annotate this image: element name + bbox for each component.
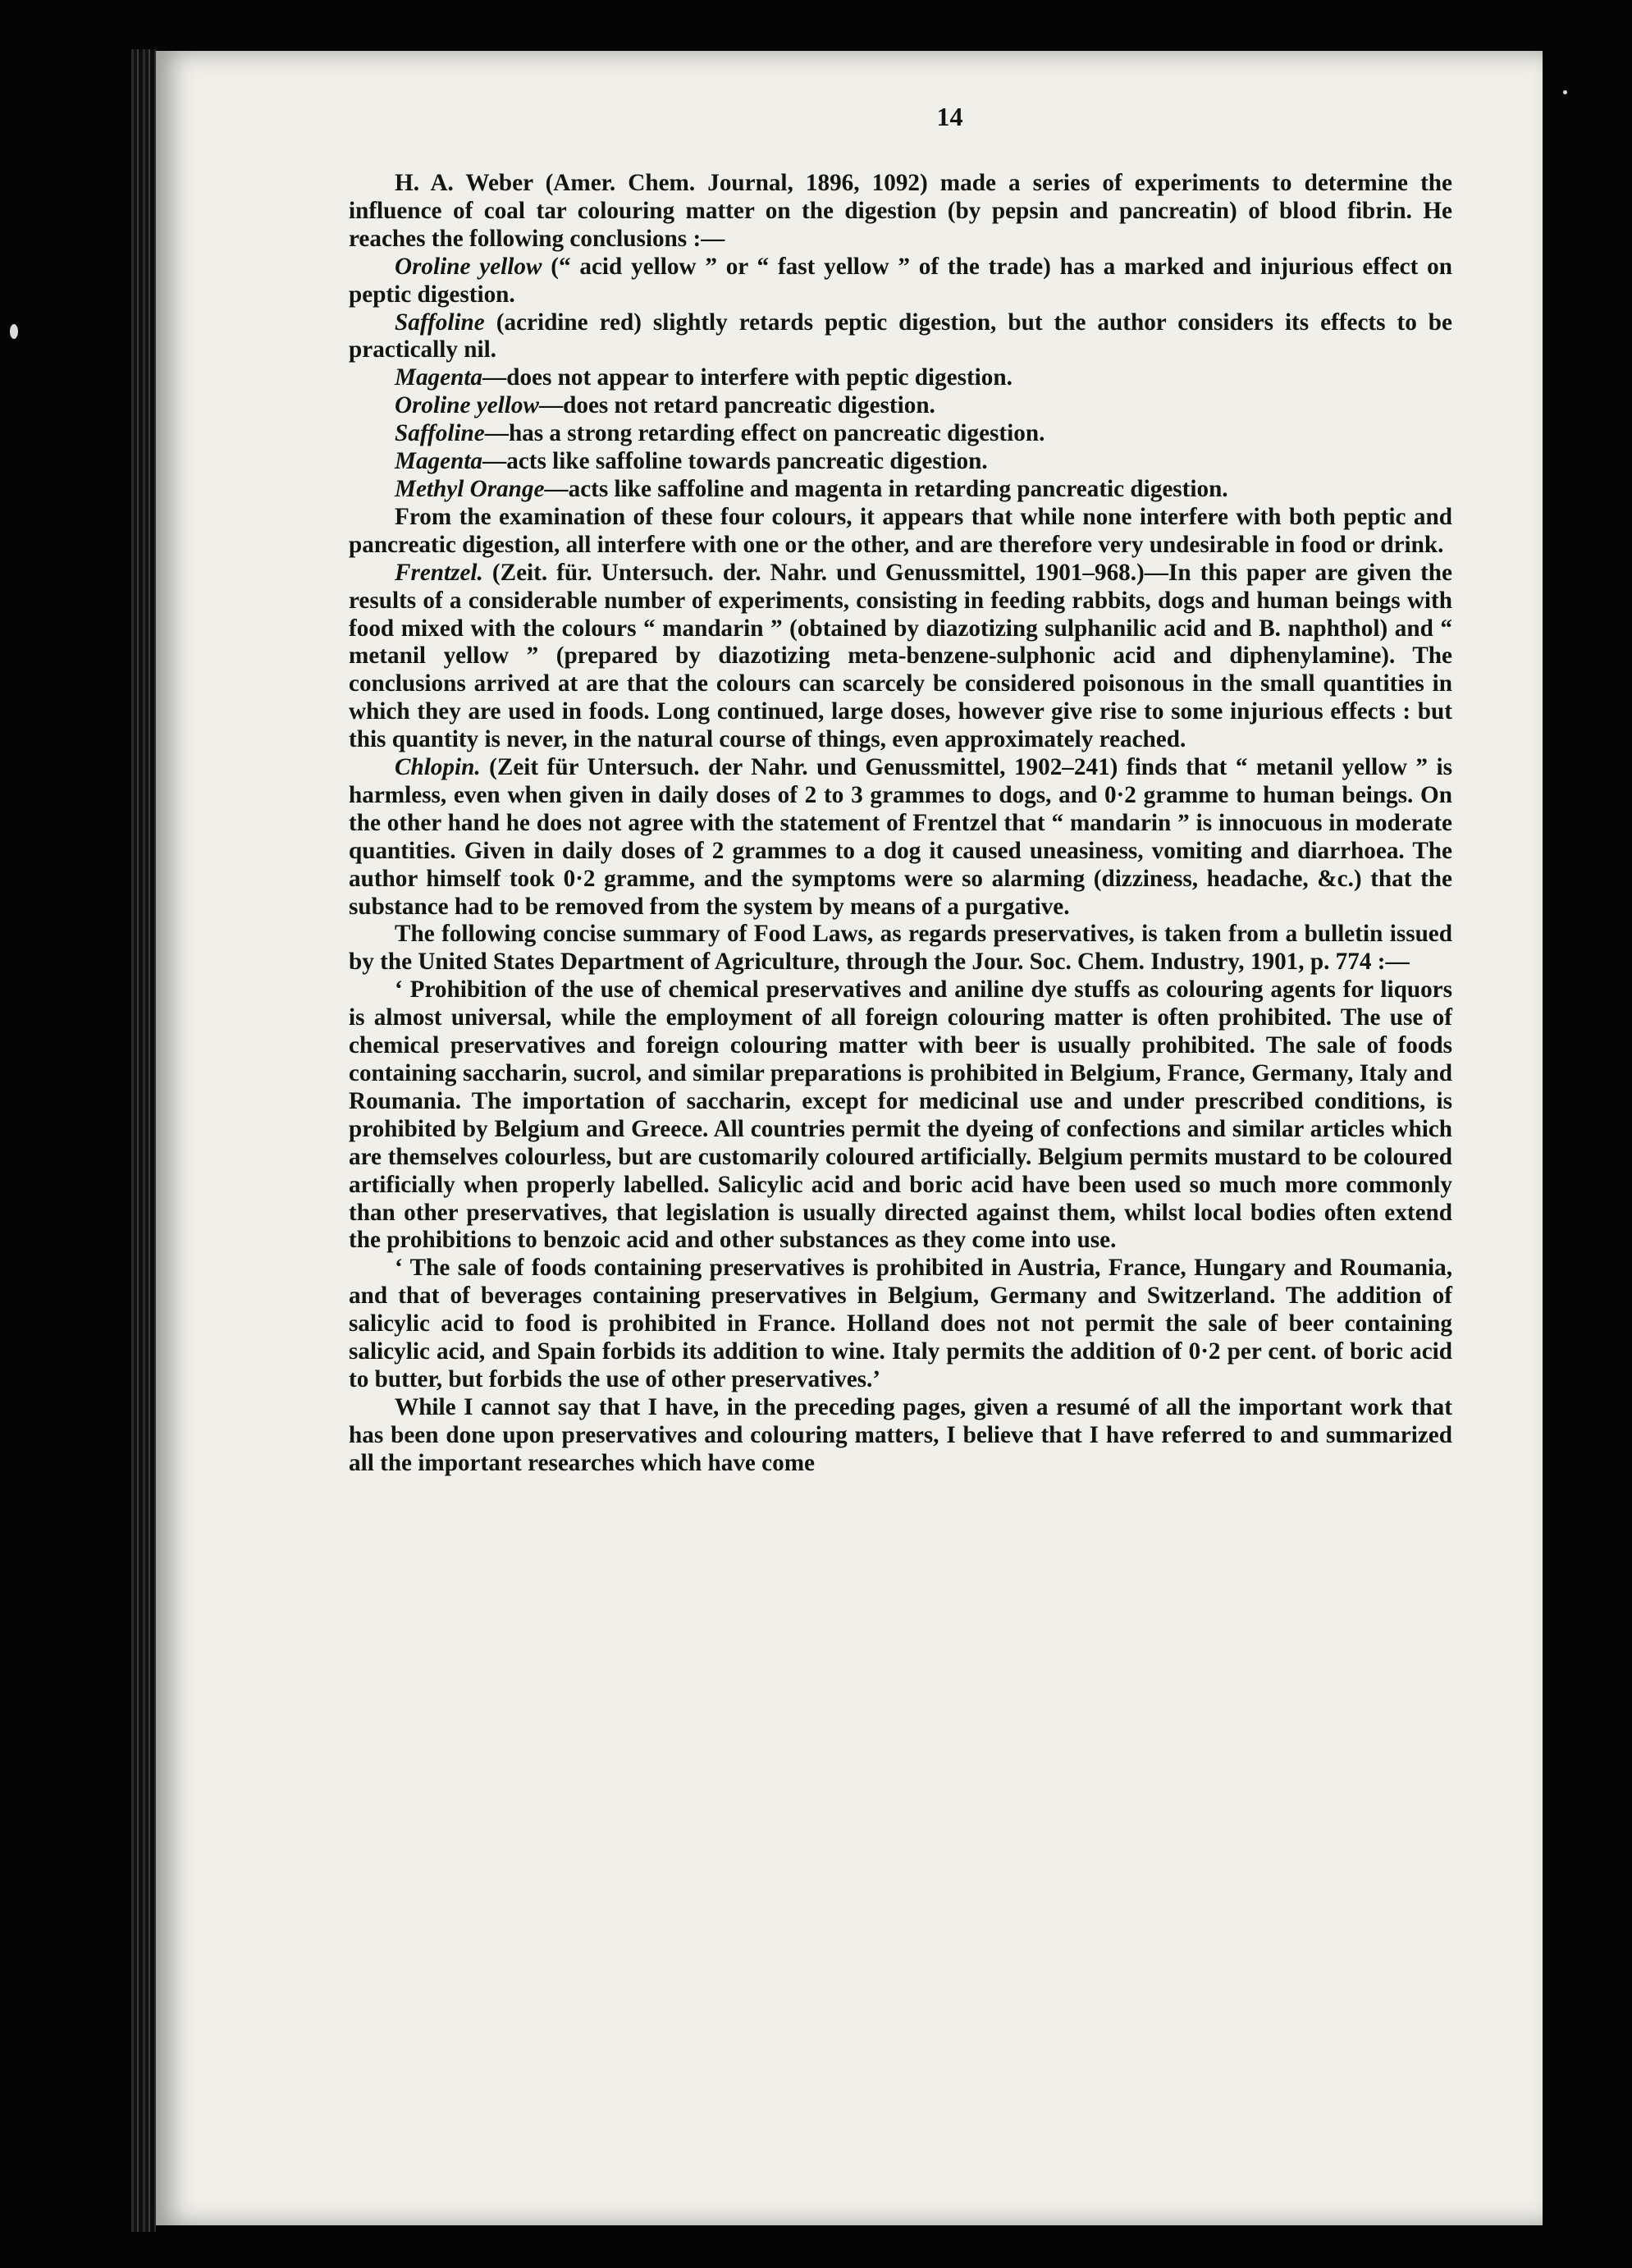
paragraph: Oroline yellow—does not retard pancreatic digestion. <box>395 392 935 419</box>
scan-speck <box>10 324 18 339</box>
page-text <box>349 100 1452 1478</box>
paragraph: Saffoline (acridine red) slightly retards peptic digestion, but the author considers its effects to be practically nil. <box>349 309 1452 364</box>
paragraph: Chlopin. (Zeit für Untersuch. der Nahr. und Genussmittel, 1902–241) finds that “ metanil yellow ” is harmless, even when given in daily doses of 2 to 3 grammes to dogs, and 0·2 gramme to human beings. On the other hand he does not agree with the statement of Frentzel that “ mandarin ” is innocuous in moderate quantities. Given in daily doses of 2 grammes to a dog it caused uneasiness, vomiting and diarrhoea. The author himself took 0·2 gramme, and the symptoms were so alarming (dizziness, headache, &c.) that the substance had to be removed from the system by means of a purgative. <box>349 754 1452 920</box>
paragraph: From the examination of these four colours, it appears that while none interfere with both peptic and pancreatic digestion, all interfere with one or the other, and are therefore very undesirable in food or drink. <box>349 503 1452 558</box>
book-binding <box>131 49 156 2232</box>
paragraph: Methyl Orange—acts like saffoline and magenta in retarding pancreatic digestion. <box>395 475 1228 502</box>
paragraph: Magenta—does not appear to interfere with peptic digestion. <box>395 364 1013 391</box>
paragraph: The following concise summary of Food Laws, as regards preservatives, is taken from a bulletin issued by the United States Department of Agriculture, through the Jour. Soc. Chem. Industry, 1901, p. 774 :— <box>349 921 1452 976</box>
paragraph: Oroline yellow (“ acid yellow ” or “ fast yellow ” of the trade) has a marked and injurious effect on peptic digestion. <box>349 253 1452 308</box>
paragraph: ‘ The sale of foods containing preservatives is prohibited in Austria, France, Hungary and Roumania, and that of beverages containing preservatives in Belgium, Germany and Switzerland. The addition of salicylic acid to food is prohibited in France. Holland does not not permit the sale of beer containing salicylic acid, and Spain forbids its addition to wine. Italy permits the addition of 0·2 per cent. of boric acid to butter, but forbids the use of other preservatives.’ <box>349 1255 1452 1392</box>
paragraph: Frentzel. (Zeit. für. Untersuch. der. Nahr. und Genussmittel, 1901–968.)—In this paper are given the results of a considerable number of experiments, consisting in feeding rabbits, dogs and human beings with food mixed with the colours “ mandarin ” (obtained by diazotizing sulphanilic acid and B. naphthol) and “ metanil yellow ” (prepared by diazotizing meta-benzene-sulphonic acid and diphenylamine). The conclusions arrived at are that the colours can scarcely be considered poisonous in the small quantities in which they are used in foods. Long continued, large doses, however give rise to some injurious effects : but this quantity is never, in the natural course of things, even approximately reached. <box>349 559 1452 753</box>
paragraph: Magenta—acts like saffoline towards pancreatic digestion. <box>395 448 988 475</box>
paragraph: H. A. Weber (Amer. Chem. Journal, 1896, 1092) made a series of experiments to determine the influence of coal tar colouring matter on the digestion (by pepsin and pancreatin) of blood fibrin. He reaches the following conclusions :— <box>349 170 1452 252</box>
paragraph: While I cannot say that I have, in the preceding pages, given a resumé of all the important work that has been done upon preservatives and colouring matters, I believe that I have referred to and summarized all the important researches which have come <box>349 1393 1452 1476</box>
page-number: 14 <box>936 102 963 131</box>
page-sheet <box>156 51 1543 2225</box>
paragraph: Saffoline—has a strong retarding effect on pancreatic digestion. <box>395 420 1045 447</box>
scan-speck <box>1563 90 1567 94</box>
paragraph: ‘ Prohibition of the use of chemical preservatives and aniline dye stuffs as colouring agents for liquors is almost universal, while the employment of all foreign colouring matter is often prohibited. The use of chemical preservatives and foreign colouring matter with beer is usually prohibited. The sale of foods containing saccharin, sucrol, and similar preparations is prohibited in Belgium, France, Germany, Italy and Roumania. The importation of saccharin, except for medicinal use and under prescribed conditions, is prohibited by Belgium and Greece. All countries permit the dyeing of confections and similar articles which are themselves colourless, but are customarily coloured artificially. Belgium permits mustard to be coloured artificially when properly labelled. Salicylic acid and boric acid have been used so much more commonly than other preservatives, that legislation is usually directed against them, whilst local bodies often extend the prohibitions to benzoic acid and other substances as they come into use. <box>349 976 1452 1254</box>
